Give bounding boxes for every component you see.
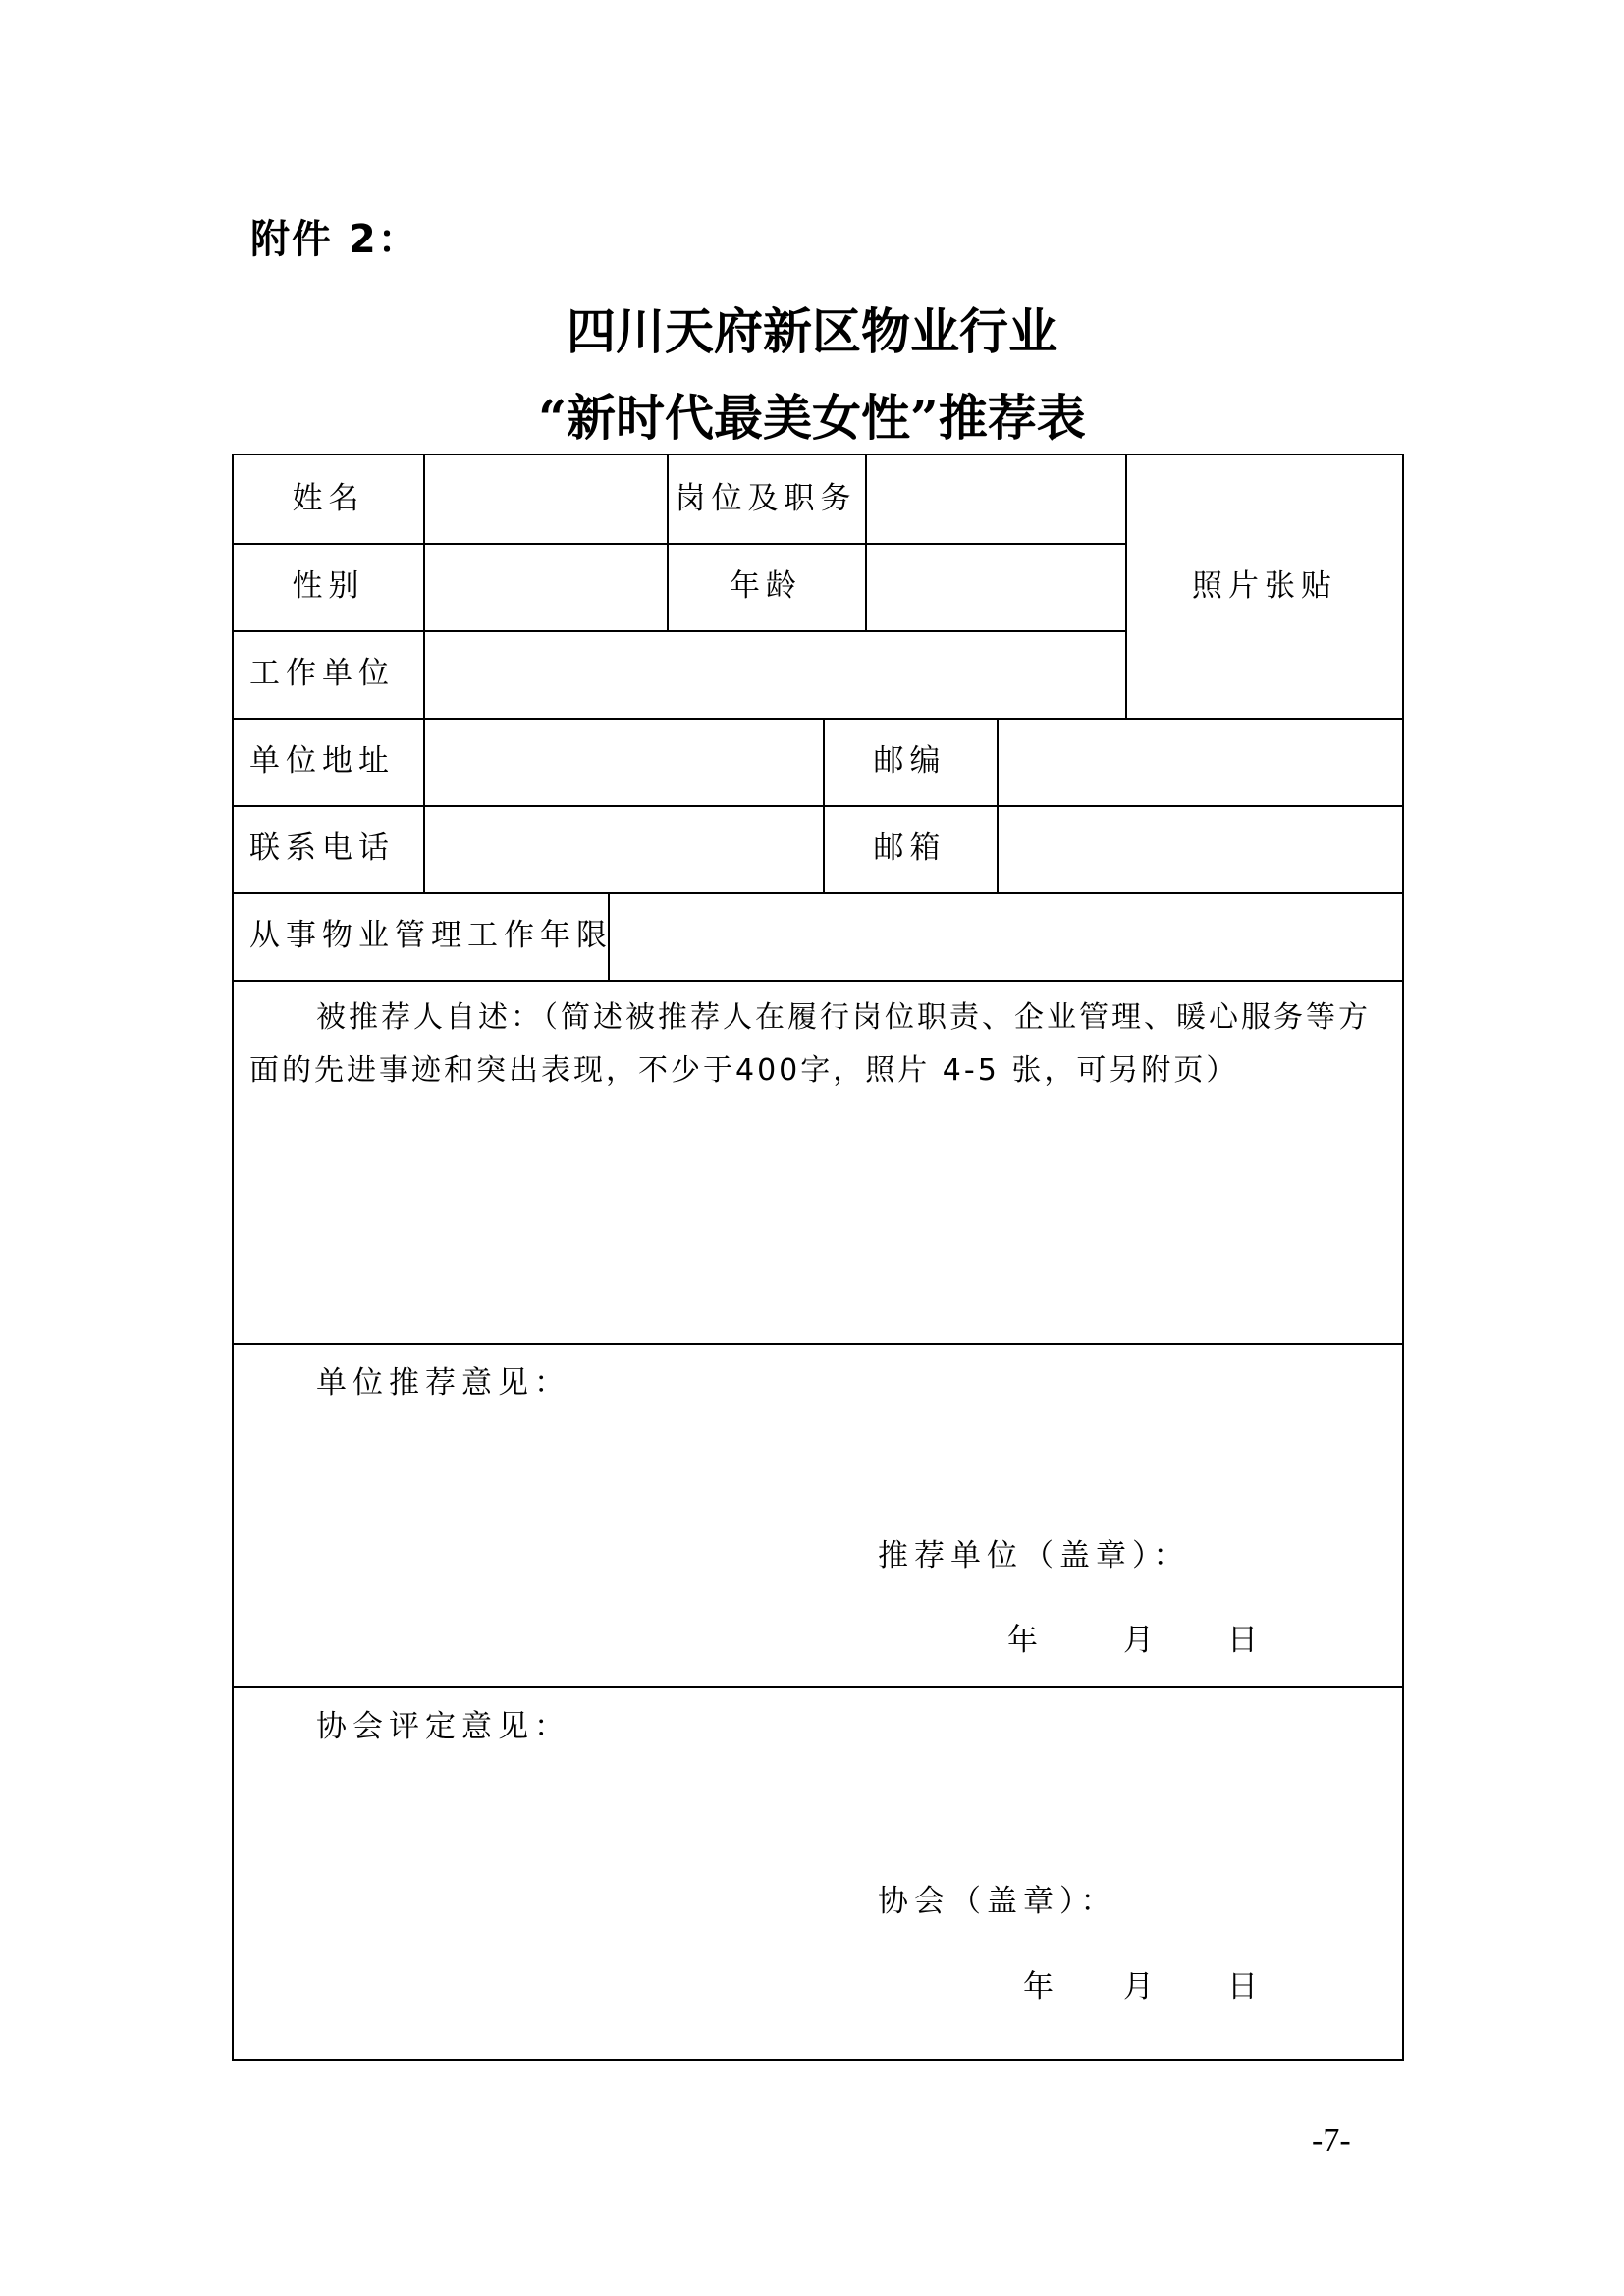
label-position: 岗位及职务 — [675, 481, 857, 516]
col-divider — [865, 455, 867, 630]
label-years: 从事物业管理工作年限 — [249, 918, 613, 953]
label-age: 年龄 — [730, 568, 802, 604]
self-statement: 被推荐人自述：（简述被推荐人在履行岗位职责、企业管理、暖心服务等方面的先进事迹和突出表现，不少于400字，照片 4-5 张，可另附页） — [249, 1000, 1371, 1088]
unit-date-year: 年 — [1007, 1623, 1044, 1658]
label-email: 邮箱 — [873, 830, 947, 866]
document-title: 四川天府新区物业行业 — [567, 302, 1057, 360]
unit-opinion-label: 单位推荐意见： — [316, 1365, 570, 1401]
association-opinion-label: 协会评定意见： — [316, 1709, 570, 1744]
recommendation-form — [232, 454, 1404, 2061]
row-divider — [234, 630, 1125, 632]
row-divider — [234, 892, 1404, 894]
unit-date-day: 日 — [1227, 1623, 1264, 1658]
label-postcode: 邮编 — [873, 743, 947, 778]
document-subtitle: “新时代最美女性”推荐表 — [538, 389, 1086, 447]
unit-seal-label: 推荐单位（盖章）： — [878, 1538, 1190, 1574]
attachment-label: 附件 2： — [250, 217, 419, 262]
association-seal-label: 协会（盖章）： — [878, 1884, 1117, 1919]
association-date-day: 日 — [1227, 1969, 1264, 2004]
label-name: 姓名 — [292, 481, 365, 516]
association-date-month: 月 — [1123, 1969, 1160, 2004]
row-divider — [234, 543, 1125, 545]
label-work-unit: 工作单位 — [249, 656, 395, 691]
label-unit-address: 单位地址 — [249, 743, 395, 778]
col-divider — [423, 455, 425, 892]
row-divider — [234, 1343, 1404, 1345]
unit-date-month: 月 — [1123, 1623, 1160, 1658]
label-gender: 性别 — [292, 568, 365, 604]
col-divider — [823, 718, 825, 892]
col-divider — [997, 718, 999, 892]
row-divider — [234, 980, 1404, 982]
label-phone: 联系电话 — [249, 830, 395, 866]
label-photo: 照片张贴 — [1192, 568, 1337, 604]
page-number: -7- — [1312, 2122, 1351, 2159]
row-divider — [234, 1686, 1404, 1688]
col-divider — [667, 455, 669, 630]
row-divider — [234, 805, 1404, 807]
row-divider — [234, 718, 1404, 720]
association-date-year: 年 — [1023, 1969, 1059, 2004]
